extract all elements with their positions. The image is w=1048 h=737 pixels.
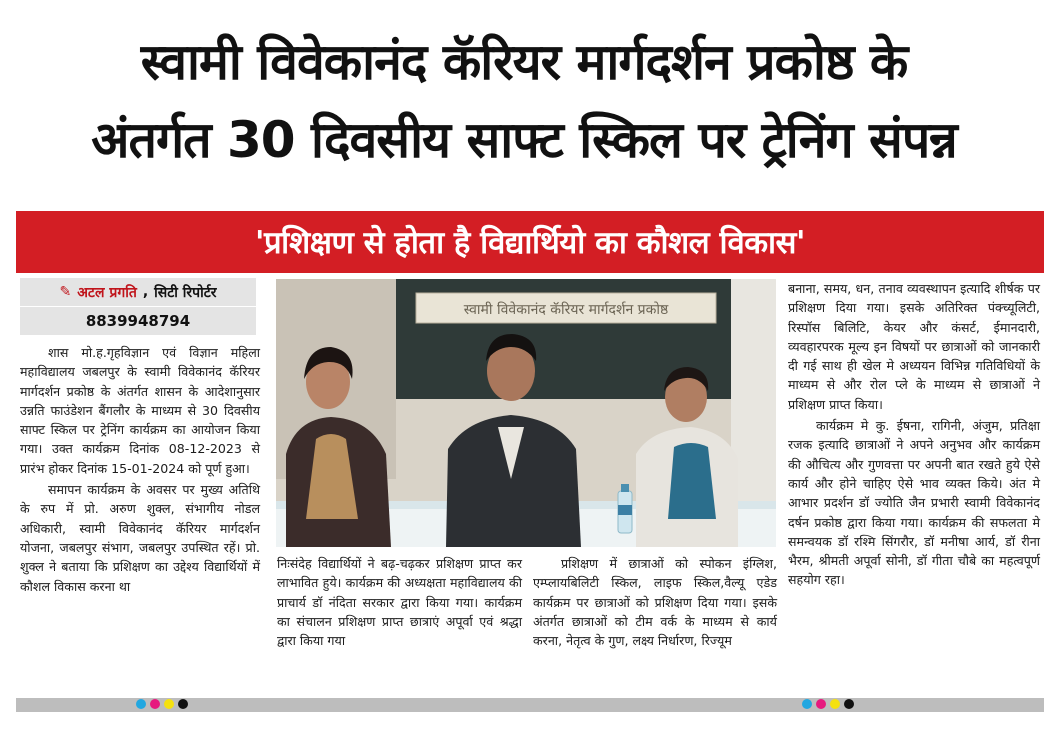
article-column-2b (533, 554, 777, 650)
subheadline-banner (16, 211, 1044, 273)
registration-marks-left (136, 699, 188, 709)
photo-banner-text: स्वामी विवेकानंद कॅरियर मार्गदर्शन प्रकोष्ठ (463, 302, 669, 318)
registration-dot (830, 699, 840, 709)
pen-icon: ✎ (59, 284, 72, 300)
headline-line-2: अंतर्गत 30 दिवसीय साफ्ट स्किल पर ट्रेनिंग संपन्न (91, 111, 957, 169)
registration-dot (802, 699, 812, 709)
reporter-phone: 8839948794 (20, 307, 256, 335)
article-paragraph: कार्यक्रम मे कु. ईषना, रागिनी, अंजुम, प्रतिक्षा रजक इत्यादि छात्राओं ने अपने अनुभव और कार्यक्रम की औचित्य और गुणवत्ता पर अपनी बात रखते हुये ऐसे कार्य और होने चाहिए ऐसे भाव व्यक्त किये। अंत मे आभार प्रदर्शन डॉ ज्योति जैन प्रभारी स्वामी विवेकानंद दर्षन प्रकोष्ठ द्वारा किया गया। कार्यक्रम की सफलता मे समन्वयक डॉ रश्मि सिंगरौर, डॉ मनीषा आर्य, डॉ रीना भैरम, श्रीमती अपूर्वा सोनी, डॉ गीता चौबे का महत्वपूर्ण सहयोग रहा। (788, 418, 1040, 588)
subheadline-text: 'प्रशिक्षण से होता है विद्यार्थियो का कौशल विकास' (254, 225, 806, 261)
article-paragraph: शास मो.ह.गृहविज्ञान एवं विज्ञान महिला महाविद्यालय जबलपुर के स्वामी विवेकानंद कॅरियर मार्गदर्शन प्रकोष्ठ के अंतर्गत शासन के आदेशानुसार उन्नति फाउंडेशन बैंगलौर के माध्यम से 30 दिवसीय साफ्ट स्किल पर ट्रेनिंग कार्यक्रम का आयोजन किया गया। उक्त कार्यक्रम दिनांक 08-12-2023 से प्रारंभ होकर दिनांक 15-01-2024 को पूर्ण हुआ। (20, 345, 260, 476)
registration-dot (164, 699, 174, 709)
registration-dot (150, 699, 160, 709)
article-paragraph: समापन कार्यक्रम के अवसर पर मुख्य अतिथि के रुप में प्रो. अरुण शुक्ल, संभागीय नोडल अधिकारी, स्वामी विवेकानंद कॅरियर मार्गदर्शन योजना, जबलपुर संभाग, जबलपुर उपस्थित रहें। प्रो. शुक्ल ने बताया कि प्रशिक्षण का उद्देश्य विद्यार्थियों में कौशल विकास करना था (20, 482, 260, 594)
event-photo-illustration (276, 279, 776, 547)
event-photo (276, 279, 776, 547)
publication-name: अटल प्रगति (77, 284, 137, 301)
registration-dot (844, 699, 854, 709)
article-column-2a (277, 554, 522, 650)
article-paragraph: प्रशिक्षण में छात्राओं को स्पोकन इंग्लिश, एम्प्लायबिलिटी स्किल, लाइफ स्किल,वैल्यू एडेड कार्यक्रम पर छात्राओं को प्रशिक्षण दिया गया। इसके अंतर्गत छात्राओं को टीम वर्क के माध्यम से कार्य करना, नेतृत्व के गुण, लक्ष्य निर्धारण, रिज्यूम (533, 556, 777, 649)
byline: ✎ अटल प्रगति , सिटी रिपोर्टर (20, 278, 256, 306)
article-column-1 (20, 343, 260, 596)
registration-dot (178, 699, 188, 709)
article-column-3 (788, 279, 1040, 590)
registration-marks-right (802, 699, 854, 709)
reporter-name: सिटी रिपोर्टर (154, 284, 217, 301)
article-paragraph: बनाना, समय, धन, तनाव व्यवस्थापन इत्यादि शीर्षक पर प्रशिक्षण दिया गया। इसके अतिरिक्त पंक्च्यूलिटी, रिस्पॉस बिलिटि, केयर और कंसर्ट, ईमानदारी, व्यवहारपरक मूल्य इन विषयों पर छात्राओं को जानकारी दी गई साथ ही खेल मे अध्ययन विभिन्न गतिविधियों के माध्यम से और रोल प्ले के माध्यम से छात्राओं ने प्रशिक्षण प्राप्त किया। (788, 281, 1040, 412)
headline-line-1: स्वामी विवेकानंद कॅरियर मार्गदर्शन प्रकोष्ठ के (140, 33, 908, 91)
article-paragraph: निःसंदेह विद्यार्थियों ने बढ़-चढ़कर प्रशिक्षण प्राप्त कर लाभावित हुये। कार्यक्रम की अध्यक्षता महाविद्यालय की प्राचार्य डॉ नंदिता सरकार द्वारा किया गया। कार्यक्रम का संचालन प्रशिक्षण प्राप्त छात्राएं अपूर्वा एवं श्रद्धा द्वारा किया गया (277, 556, 522, 649)
registration-dot (816, 699, 826, 709)
water-bottle (618, 484, 632, 533)
registration-dot (136, 699, 146, 709)
